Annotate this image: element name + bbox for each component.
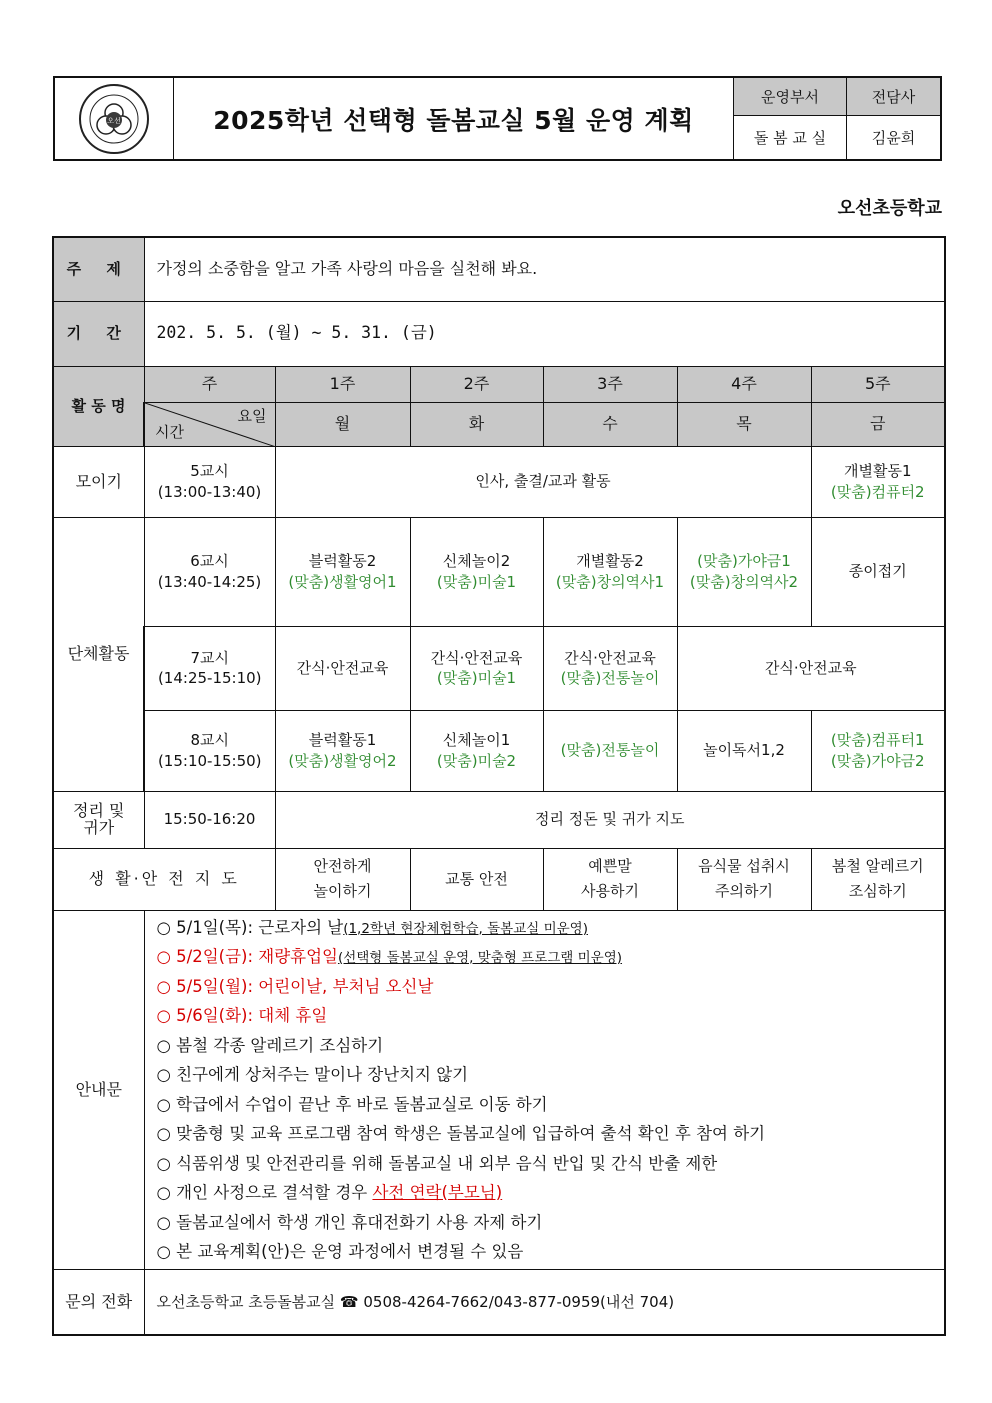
p6-time: 6교시 (13:40-14:25) [144,517,275,626]
notice-item: ○ 5/6일(화): 대체 휴일 [156,1006,328,1025]
notice-item: ○ 맞춤형 및 교육 프로그램 참여 학생은 돌봄교실에 입급하여 출석 확인 후 참여 하기 [156,1124,766,1143]
week-2-header: 2주 [410,366,543,402]
contact-label: 문의 전화 [53,1269,144,1335]
staff-label: 전담사 [847,78,940,116]
dismissal-value: 정리 정돈 및 귀가 지도 [275,791,945,848]
dismissal-label: 정리 및 귀가 [53,791,144,848]
dismissal-time: 15:50-16:20 [144,791,275,848]
notice-item: ○ 식품위생 및 안전관리를 위해 돌봄교실 내 외부 음식 반입 및 간식 반출 제한 [156,1153,718,1173]
notice-item: ○ 5/2일(금): 재량휴업일(선택형 돌봄교실 운영, 맞춤형 프로그램 미운영) [156,947,623,966]
gathering-time: 5교시 (13:00-13:40) [144,446,275,517]
dept-label: 운영부서 [734,78,847,116]
safety-w2: 교통 안전 [410,848,543,910]
school-logo [78,83,150,155]
school-logo-cell [55,78,174,159]
safety-w4: 음식물 섭취시 주의하기 [677,848,811,910]
gathering-main: 인사, 출결/교과 활동 [275,446,811,517]
svg-text:오선: 오선 [107,116,121,125]
theme-value: 가정의 소중함을 알고 가족 사랑의 마음을 실천해 봐요. [144,237,945,301]
gathering-label: 모이기 [53,446,144,517]
p8-wed: (맞춤)전통놀이 [543,710,677,791]
period-label: 기 간 [53,301,144,366]
p8-tue: 신체놀이1 (맞춤)미술2 [410,710,543,791]
week-5-header: 5주 [811,366,945,402]
day-fri: 금 [811,402,945,446]
week-3-header: 3주 [543,366,677,402]
p8-mon: 블럭활동1 (맞춤)생활영어2 [275,710,410,791]
document-title: 2025학년 선택형 돌봄교실 5월 운영 계획 [174,78,734,159]
notice-item: ○ 개인 사정으로 결석할 경우 사전 연락(부모님) [156,1183,503,1202]
gathering-fri: 개별활동1 (맞춤)컴퓨터2 [811,446,945,517]
dept-value: 돌 봄 교 실 [734,116,847,159]
p7-thu-fri: 간식·안전교육 [677,626,945,710]
safety-w1: 안전하게 놀이하기 [275,848,410,910]
safety-w3: 예쁜말 사용하기 [543,848,677,910]
day-thu: 목 [677,402,811,446]
p7-time: 7교시 (14:25-15:10) [144,626,275,710]
p8-fri: (맞춤)컴퓨터1 (맞춤)가야금2 [811,710,945,791]
p8-thu: 놀이독서1,2 [677,710,811,791]
p6-mon: 블럭활동2 (맞춤)생활영어1 [275,517,410,626]
notice-item: ○ 학급에서 수업이 끝난 후 바로 돌봄교실로 이동 하기 [156,1094,548,1114]
day-label: 요일 [237,406,267,425]
notice-item: ○ 본 교육계획(안)은 운영 과정에서 변경될 수 있음 [156,1242,524,1261]
day-wed: 수 [543,402,677,446]
theme-label: 주 제 [53,237,144,301]
notice-item: ○ 5/1일(목): 근로자의 날(1,2학년 현장체험학습, 돌봄교실 미운영) [156,917,588,937]
period-value: 202. 5. 5. (월) ~ 5. 31. (금) [144,301,945,366]
p6-thu: (맞춤)가야금1 (맞춤)창의역사2 [677,517,811,626]
notice-item: ○ 친구에게 상처주는 말이나 장난치지 않기 [156,1065,469,1084]
staff-value: 김윤희 [871,129,916,147]
activity-label: 활 동 명 [53,366,144,446]
p6-tue: 신체놀이2 (맞춤)미술1 [410,517,543,626]
plan-table [52,236,946,1336]
p7-tue: 간식·안전교육 (맞춤)미술1 [410,626,543,710]
week-4-header: 4주 [677,366,811,402]
safety-label: 생 활·안 전 지 도 [53,848,275,910]
p6-fri: 종이접기 [811,517,945,626]
day-mon: 월 [275,402,410,446]
week-1-header: 1주 [275,366,410,402]
week-header: 주 [144,366,275,402]
p7-wed: 간식·안전교육 (맞춤)전통놀이 [543,626,677,710]
group-label: 단체활동 [53,517,144,791]
contact-value: 오선초등학교 초등돌봄교실 ☎ 0508-4264-7662/043-877-0959(내선 704) [144,1269,945,1335]
day-tue: 화 [410,402,543,446]
notice-label: 안내문 [53,910,144,1269]
notice-list [144,910,945,1269]
notice-item: ○ 돌봄교실에서 학생 개인 휴대전화기 사용 자제 하기 [156,1212,543,1232]
p7-mon: 간식·안전교육 [275,626,410,710]
school-name: 오선초등학교 [837,198,942,219]
notice-item: ○ 5/5일(월): 어린이날, 부처님 오신날 [156,976,434,996]
notice-item: ○ 봄철 각종 알레르기 조심하기 [156,1035,384,1055]
day-time-header [144,402,275,446]
time-label: 시간 [155,423,184,442]
p8-time: 8교시 (15:10-15:50) [144,710,275,791]
document-header [53,76,942,161]
safety-w5: 봄철 알레르기 조심하기 [811,848,945,910]
p6-wed: 개별활동2 (맞춤)창의역사1 [543,517,677,626]
